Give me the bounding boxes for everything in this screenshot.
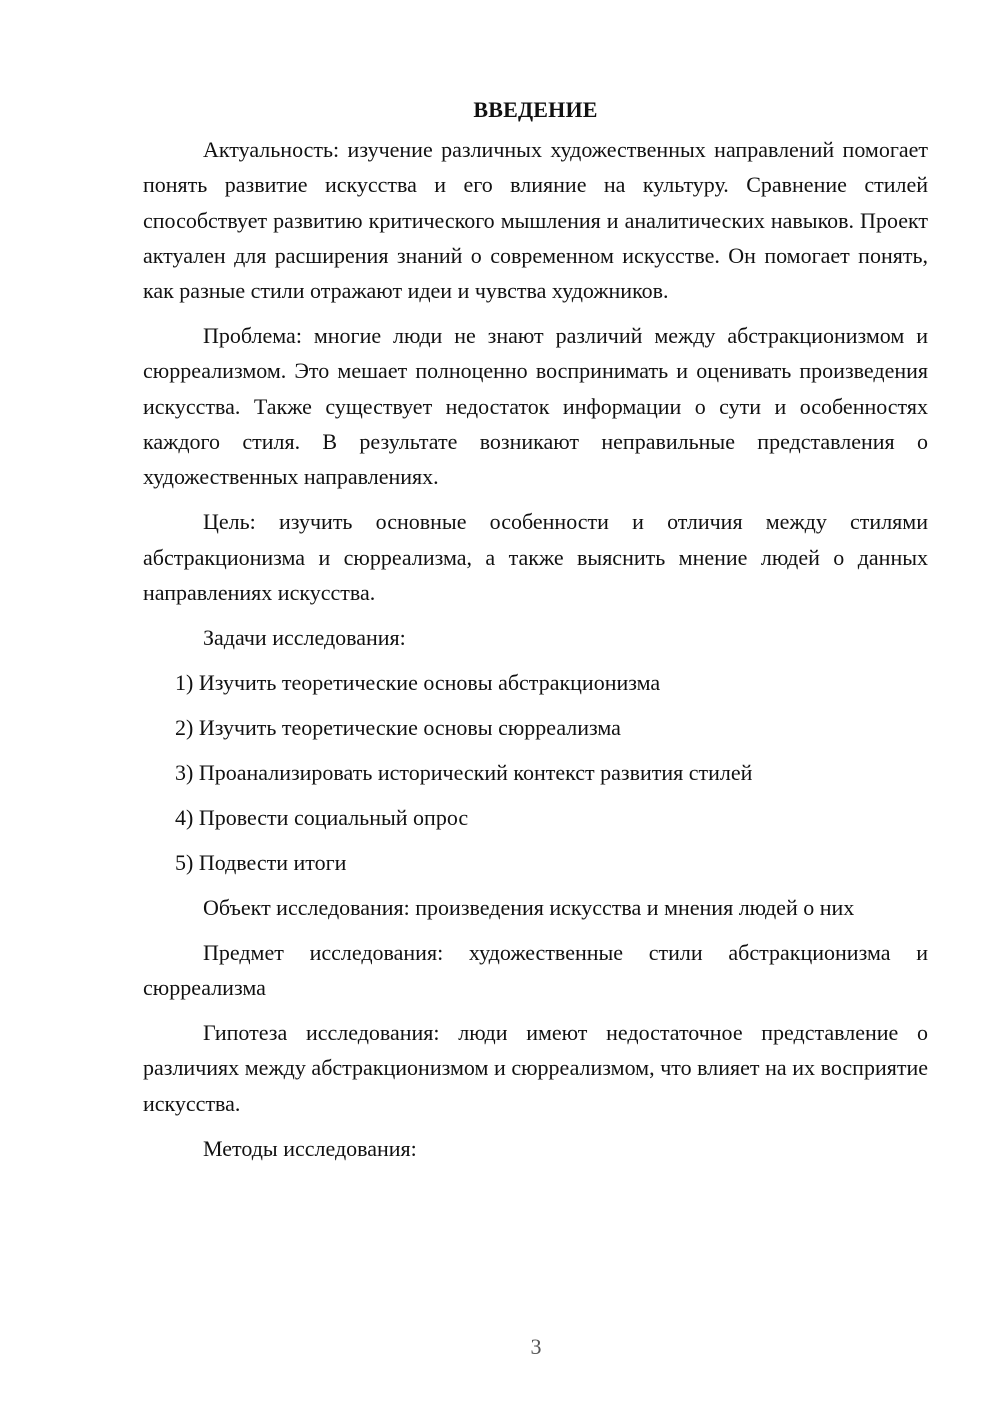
object-paragraph: Объект исследования: произведения искусства и мнения людей о них — [203, 894, 855, 920]
methods-label: Методы исследования: — [203, 1135, 417, 1161]
task-item: 2) Изучить теоретические основы сюрреализма — [175, 714, 621, 740]
page-number: 3 — [530, 1334, 542, 1359]
task-item: 4) Провести социальный опрос — [175, 804, 469, 830]
task-item: 3) Проанализировать исторический контекст развития стилей — [175, 759, 753, 785]
section-heading: ВВЕДЕНИЕ — [473, 97, 598, 122]
problem-paragraph: Проблема: многие люди не знают различий между абстракционизмом и сюрреализмом. Это мешает полноценно воспринимать и оценивать произведения искусства. Также существует недостаток информации о сути и особенностях каждого стиля. В результате возникают неправильные представления о художественных направлениях. — [143, 323, 928, 490]
hypothesis-paragraph: Гипотеза исследования: люди имеют недостаточное представление о различиях между абстракционизмом и сюрреализмом, что влияет на их восприятие искусства. — [143, 1020, 928, 1116]
relevance-paragraph: Актуальность: изучение различных художественных направлений помогает понять развитие искусства и его влияние на культуру. Сравнение стилей способствует развитию критического мышления и аналитических навыков. Проект актуален для расширения знаний о современном искусстве. Он помогает понять, как разные стили отражают идеи и чувства художников. — [143, 137, 928, 304]
task-item: 5) Подвести итоги — [175, 849, 347, 875]
page-content — [143, 92, 928, 1176]
goal-paragraph: Цель: изучить основные особенности и отличия между стилями абстракционизма и сюрреализма, а также выяснить мнение людей о данных направлениях искусства. — [143, 509, 928, 605]
task-item: 1) Изучить теоретические основы абстракционизма — [175, 669, 661, 695]
subject-paragraph: Предмет исследования: художественные стили абстракционизма и сюрреализма — [143, 939, 928, 1001]
tasks-label: Задачи исследования: — [203, 624, 406, 650]
